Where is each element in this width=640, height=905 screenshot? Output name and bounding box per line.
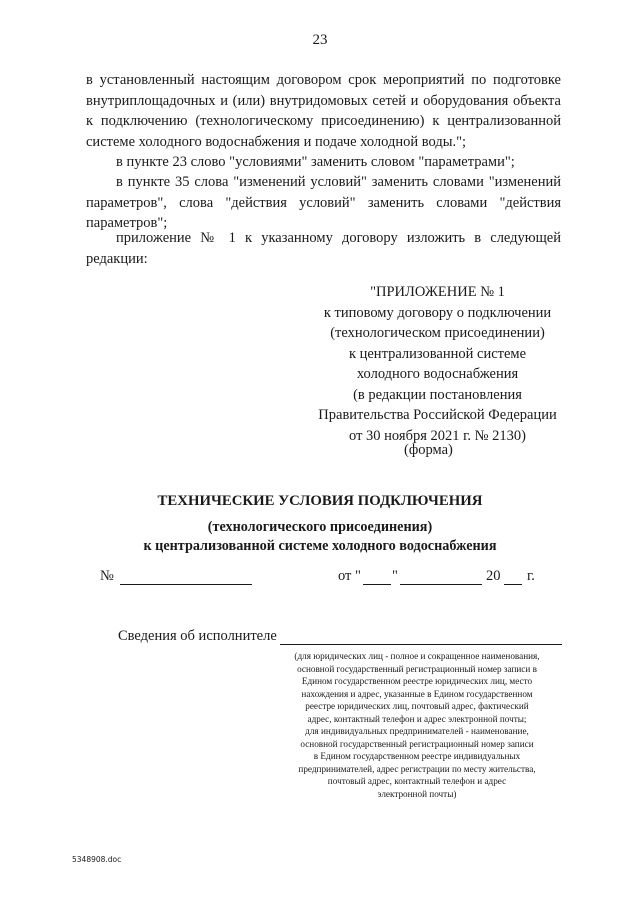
date-label: от " (338, 568, 361, 584)
executor-blank[interactable] (280, 644, 562, 645)
paragraph-4: приложение № 1 к указанному договору изложить в следующей редакции: (86, 230, 561, 267)
appendix-line: (технологическом присоединении) (330, 325, 545, 341)
note-line: Едином государственном реестре юридических лиц, место (301, 676, 533, 686)
document-subtitle: к централизованной системе холодного водоснабжения (143, 538, 497, 554)
appendix-line: Правительства Российской Федерации (318, 407, 557, 423)
quote-close: " (392, 568, 398, 584)
year-suffix: г. (527, 568, 535, 584)
paragraph-2: в пункте 23 слово "условиями" заменить словом "параметрами"; (116, 154, 515, 170)
form-label: (форма) (404, 442, 453, 458)
note-line: в Едином государственном реестре индивидуальных (313, 751, 521, 761)
executor-label: Сведения об исполнителе (118, 628, 277, 644)
number-label: № (100, 568, 114, 584)
document-id: 5348908.doc (72, 855, 122, 864)
appendix-line: к типовому договору о подключении (323, 304, 552, 321)
day-blank[interactable] (363, 584, 391, 585)
appendix-line: от 30 ноября 2021 г. № 2130) (349, 427, 526, 444)
appendix-line: (в редакции постановления (353, 386, 522, 403)
paragraph-3: в пункте 35 слова "изменений условий" заменить словами "изменений параметров", слова "действия условий" заменить словами "действия параметров"; (86, 174, 561, 232)
note-line: нахождения и адрес, указанные в Едином государственном (301, 688, 533, 699)
note-line: адрес, контактный телефон и адрес электронной почты; (307, 713, 527, 724)
year-label: 20 (486, 568, 501, 584)
month-blank[interactable] (400, 584, 482, 585)
appendix-line: "ПРИЛОЖЕНИЕ № 1 (370, 284, 505, 300)
number-blank[interactable] (120, 584, 252, 585)
note-line: электронной почты) (377, 788, 457, 799)
note-line: (для юридических лиц - полное и сокращенное наименования, (294, 651, 540, 661)
note-line: почтовый адрес, контактный телефон и адрес (327, 776, 507, 786)
document-subtitle: (технологического присоединения) (207, 519, 433, 535)
note-line: реестре юридических лиц, почтовый адрес, фактический (305, 701, 529, 711)
executor-note (262, 650, 572, 800)
page-number: 23 (312, 32, 328, 48)
note-line: для индивидуальных предпринимателей - наименование, (305, 726, 529, 736)
appendix-heading (300, 282, 575, 446)
note-line: основной государственный регистрационный номер записи (300, 738, 534, 749)
note-line: предпринимателей, адрес регистрации по месту жительства, (298, 763, 536, 774)
note-line: основной государственный регистрационный номер записи в (297, 663, 537, 674)
year-blank[interactable] (504, 584, 522, 585)
paragraph-1: в установленный настоящим договором срок мероприятий по подготовке внутриплощадочных и (или) внутридомовых сетей и оборудования объекта к подключению (технологическому присоединению) к централизованной системе холодного водоснабжения и подаче холодной воды."; (86, 72, 561, 150)
appendix-line: к централизованной системе (348, 345, 527, 362)
document-title: ТЕХНИЧЕСКИЕ УСЛОВИЯ ПОДКЛЮЧЕНИЯ (157, 493, 483, 509)
appendix-line: холодного водоснабжения (356, 366, 519, 382)
